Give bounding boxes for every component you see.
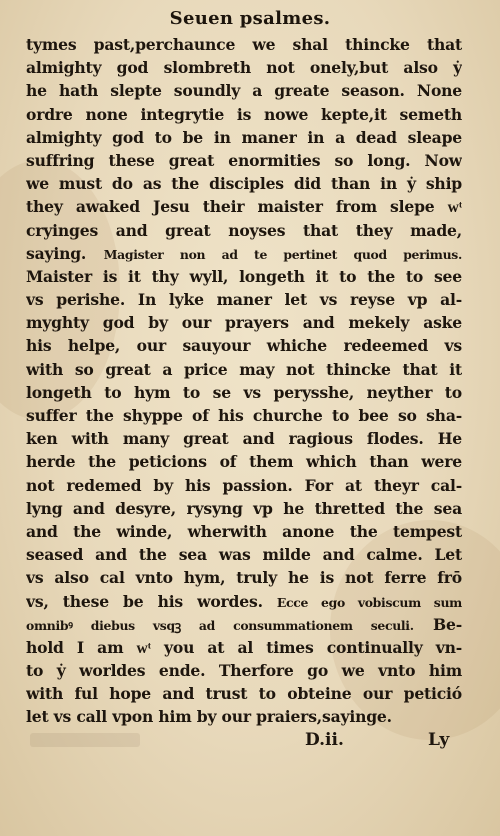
running-head: Seuen psalmes.: [169, 8, 331, 29]
latin-quotation: Magister non ad te pertinet quod perimus.: [103, 246, 462, 262]
line-text: hold I am wͭ you at al times continually vn-: [26, 637, 462, 657]
line-text: vs perishe. In lyke maner let vs reyse vp al-: [26, 290, 462, 310]
signature-mark: D.ii.: [305, 730, 344, 750]
text-line: [26, 474, 462, 497]
line-text: suffer the shyppe of his churche to bee so sha-: [26, 406, 462, 425]
text-line: [26, 79, 462, 102]
text-line: [26, 172, 462, 195]
text-line: [26, 195, 462, 218]
line-text: herde the peticions of them which than were: [26, 452, 462, 472]
text-line: [26, 126, 462, 149]
text-line: [26, 33, 462, 56]
line-text: we must do as the disciples did than in ẏ ship: [26, 174, 462, 194]
line-text: let vs call vpon him by our praiers,sayinge.: [26, 707, 392, 727]
text-line: [26, 219, 462, 242]
text-line: [26, 404, 462, 427]
text-line: [26, 590, 462, 613]
line-text: not redemed by his passion. For at theyr cal-: [26, 475, 462, 495]
latin-quotation: Ecce ego vobiscum sum: [276, 594, 462, 610]
line-text: lyng and desyre, rysyng vp he thretted the sea: [26, 498, 462, 518]
line-text: they awaked Jesu their maister from slepe wͭ: [26, 197, 462, 217]
line-text: almighty god slombreth not onely,but also ẏ: [26, 58, 462, 78]
text-line: [26, 543, 462, 566]
line-text: suffring these great enormities so long. Now: [26, 150, 462, 170]
line-text: saying.: [26, 243, 87, 263]
text-line: [26, 497, 462, 520]
line-text: Maister is it thy wyll, longeth it to the to see: [26, 266, 462, 286]
line-text: Be-: [433, 614, 462, 634]
text-line: [26, 149, 462, 172]
line-text: almighty god to be in maner in a dead sleape: [26, 127, 462, 147]
line-text: his helpe, our sauyour whiche redeemed vs: [26, 336, 462, 356]
text-line: [26, 311, 462, 334]
line-text: ken with many great and ragious flodes. He: [26, 429, 462, 449]
line-text: tymes past,perchaunce we shal thincke that: [26, 35, 462, 54]
text-line: [26, 334, 462, 357]
line-text: vs, these be his wordes.: [26, 591, 263, 611]
text-line: [26, 358, 462, 381]
line-text: cryinges and great noyses that they made,: [26, 220, 462, 240]
text-line: [26, 636, 462, 659]
line-text: seased and the sea was milde and calme. Let: [26, 545, 462, 565]
text-line: [26, 265, 462, 288]
line-text: with ful hope and trust to obteine our petició: [26, 684, 462, 704]
text-line: [26, 659, 462, 682]
latin-quotation: omnibꝰ diebus vsqꝫ ad consummationem seculi.: [26, 617, 414, 633]
text-line: [26, 427, 462, 450]
line-text: with so great a price may not thincke that it: [26, 359, 462, 379]
text-line: [26, 103, 462, 126]
text-line: [26, 682, 462, 705]
text-line: [26, 381, 462, 404]
line-text: he hath slepte soundly a greate season. None: [26, 81, 462, 101]
line-text: to ẏ worldes ende. Therfore go we vnto him: [26, 661, 462, 681]
text-line: [26, 613, 462, 636]
line-text: longeth to hym to se vs perysshe, neyther to: [26, 382, 462, 402]
text-line: [26, 450, 462, 473]
line-text: ordre none integrytie is nowe kepte,it semeth: [26, 104, 462, 124]
text-line: [26, 56, 462, 79]
line-text: vs also cal vnto hym, truly he is not ferre frō: [26, 568, 462, 588]
body-text: [26, 33, 462, 729]
line-text: and the winde, wherwith anone the tempest: [26, 521, 462, 541]
text-line: [26, 705, 462, 728]
text-line: [26, 288, 462, 311]
text-line: [26, 520, 462, 543]
page-footer: [0, 730, 500, 758]
text-line: [26, 566, 462, 589]
catchword: Ly: [428, 730, 450, 750]
line-text: myghty god by our prayers and mekely aske: [26, 313, 462, 333]
text-line: [26, 242, 462, 265]
